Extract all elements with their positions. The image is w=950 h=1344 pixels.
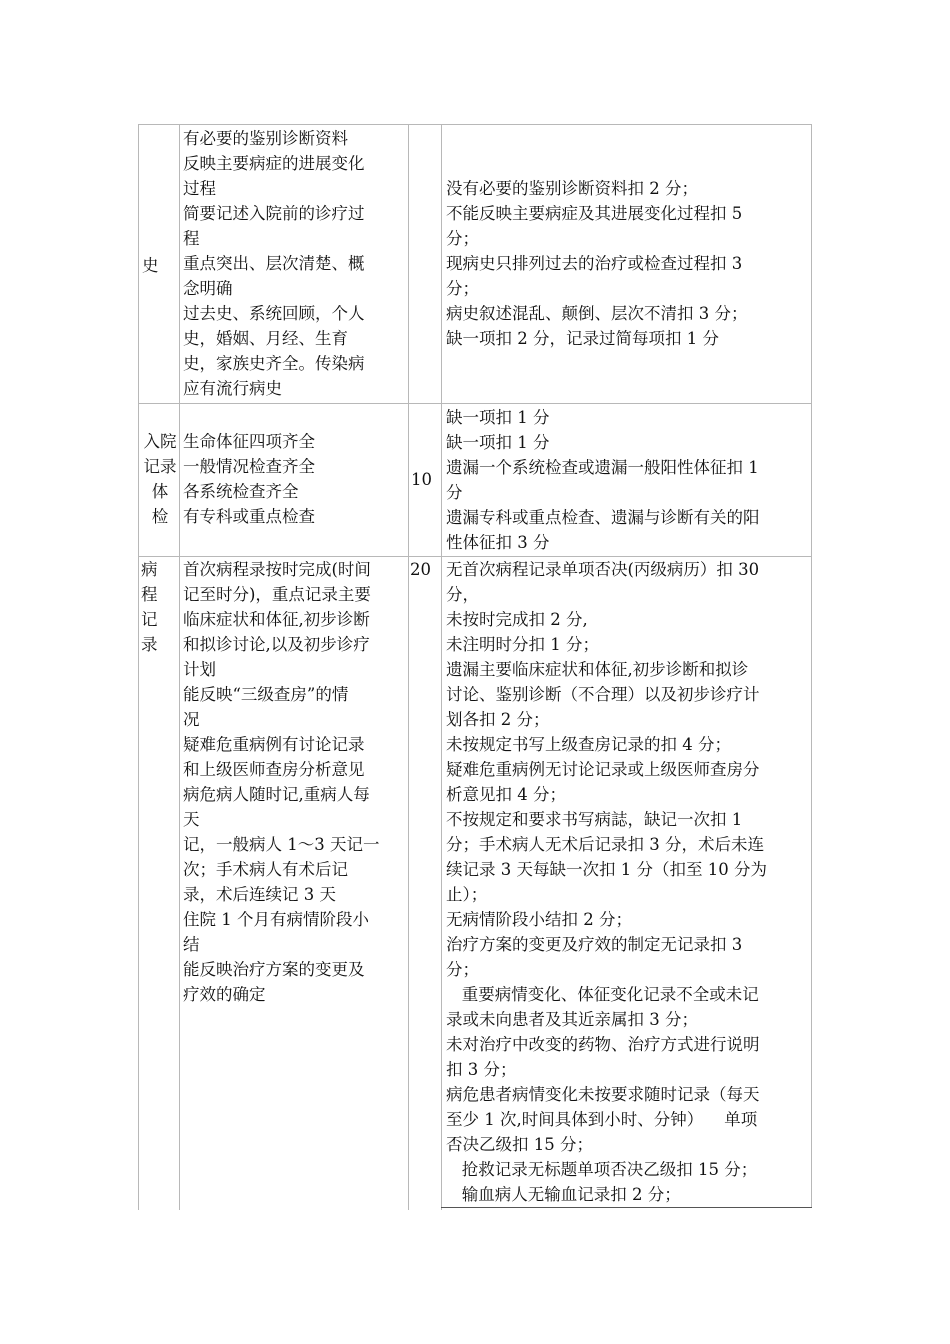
row-3-content: 首次病程录按时完成(时间 记至时分)，重点记录主要 临床症状和体征,初步诊断 和拟诊讨论,以及初步诊疗 计划 能反映“三级查房”的情 况 疑难危重病例有讨论记录 和上级医师查房分析意见 病危病人随时记,重病人每 天 记，一般病人 1～3 天记一 次；手术病人有术后记 录，术后连续记 3 天 住院 1 个月有病情阶段小 结 能反映治疗方案的变更及 疗效的确定 (183, 560, 380, 1004)
row-3-criteria: 无首次病程记录单项否决(丙级病历）扣 30 分， 未按时完成扣 2 分, 未注明时分扣 1 分； 遗漏主要临床症状和体征,初步诊断和拟诊 讨论、鉴别诊断（不合理）以及初步诊疗计 划各扣 2 分； 未按规定书写上级查房记录的扣 4 分； 疑难危重病例无讨论记录或上级医师查房分 析意见扣 4 分； 不按规定和要求书写病誌，缺记一次扣 1 分；手术病人无术后记录扣 3 分，术后未连 续记录 3 天每缺一次扣 1 分（扣至 10 分为 止）； 无病情阶段小结扣 2 分； 治疗方案的变更及疗效的制定无记录扣 3 分； 重要病情变化、体征变化记录不全或未记 录或未向患者及其近亲属扣 3 分； 未对治疗中改变的药物、治疗方式进行说明 扣 3 分； 病危患者病情变化未按要求随时记录（每天 至少 1 次,时间具体到小时、分钟） 单项 否决乙级扣 15 分； 抢救记录无标题单项否决乙级扣 15 分； 输血病人无输血记录扣 2 分； (446, 560, 767, 1204)
table-divider-score (441, 124, 442, 1210)
row-1-criteria: 没有必要的鉴别诊断资料扣 2 分； 不能反映主要病症及其进展变化过程扣 5 分； 现病史只排列过去的治疗或检查过程扣 3 分； 病史叙述混乱、颠倒、层次不清扣 3 分； 缺一项扣 2 分，记录过简每项扣 1 分 (446, 179, 748, 348)
row-divider-1 (138, 403, 812, 404)
row-1-content: 有必要的鉴别诊断资料 反映主要病症的进展变化 过程 简要记述入院前的诊疗过 程 重点突出、层次清楚、概 念明确 过去史、系统回顾，个人 史，婚姻、月经、生育 史，家族史齐全。传染病 应有流行病史 (183, 129, 365, 398)
table-border-top (138, 124, 812, 125)
criteria-bottom-border (441, 1207, 812, 1208)
row-2-category: 入院 记录 体 检 (143, 432, 177, 526)
row-2-score: 10 (411, 470, 432, 489)
row-1-category: 史 (142, 256, 159, 275)
table-divider-category (179, 124, 180, 1210)
table-border-left (138, 124, 139, 1210)
row-2-criteria: 缺一项扣 1 分 缺一项扣 1 分 遗漏一个系统检查或遗漏一般阳性体征扣 1 分 遗漏专科或重点检查、遗漏与诊断有关的阳 性体征扣 3 分 (446, 408, 760, 552)
table-border-right (811, 124, 812, 1208)
table-divider-content (408, 124, 409, 1210)
row-3-score: 20 (410, 560, 431, 579)
row-3-category: 病 程 记 录 (141, 560, 158, 654)
row-2-content: 生命体征四项齐全 一般情况检查齐全 各系统检查齐全 有专科或重点检查 (183, 432, 315, 526)
